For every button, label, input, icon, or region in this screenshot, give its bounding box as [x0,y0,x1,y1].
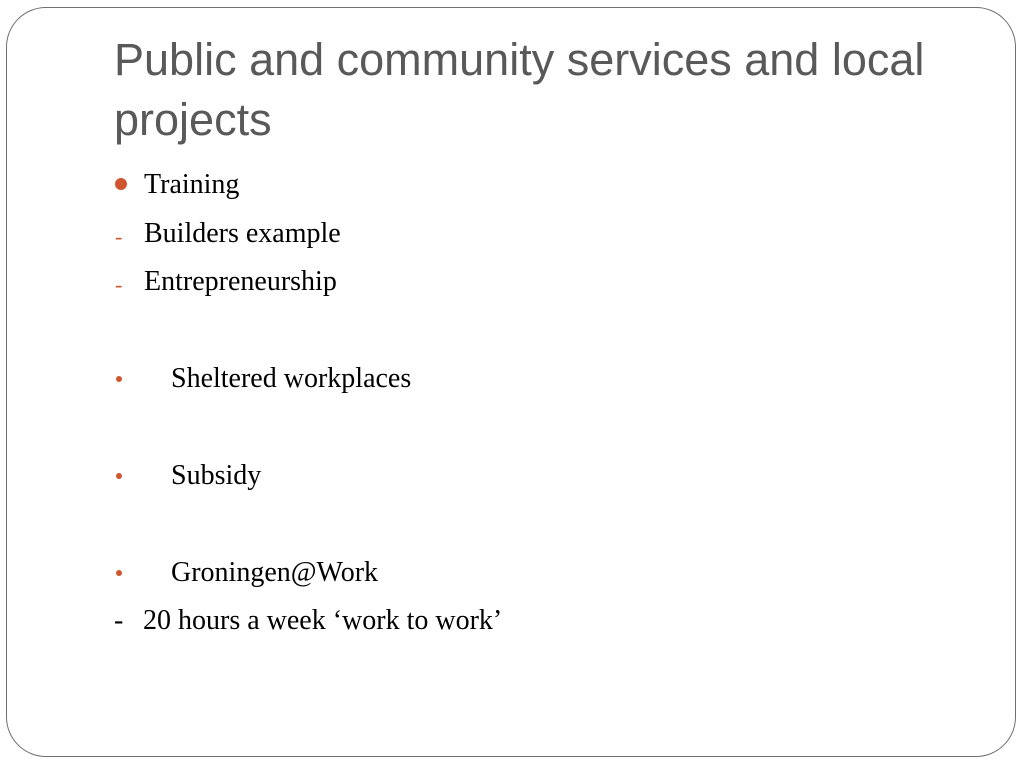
list-item-text: Groningen@Work [171,557,379,588]
list-item-text: Subsidy [171,460,262,491]
slide-title: Public and community services and local projects [114,34,925,145]
list-item-text: 20 hours a week ‘work to work’ [143,605,503,636]
list-item-text: Entrepreneurship [144,266,337,297]
list-item-text: Sheltered workplaces [171,363,412,394]
bullet-dot-icon [115,178,127,190]
bullet-dot-icon [116,570,122,576]
bullet-dot-icon [116,473,122,479]
list-item-text: Training [144,169,240,200]
bullet-dot-icon [116,376,122,382]
dash-icon: - [115,272,123,297]
dash-icon: - [115,224,123,249]
dash-icon: - [114,605,124,636]
list-item-text: Builders example [144,218,341,249]
